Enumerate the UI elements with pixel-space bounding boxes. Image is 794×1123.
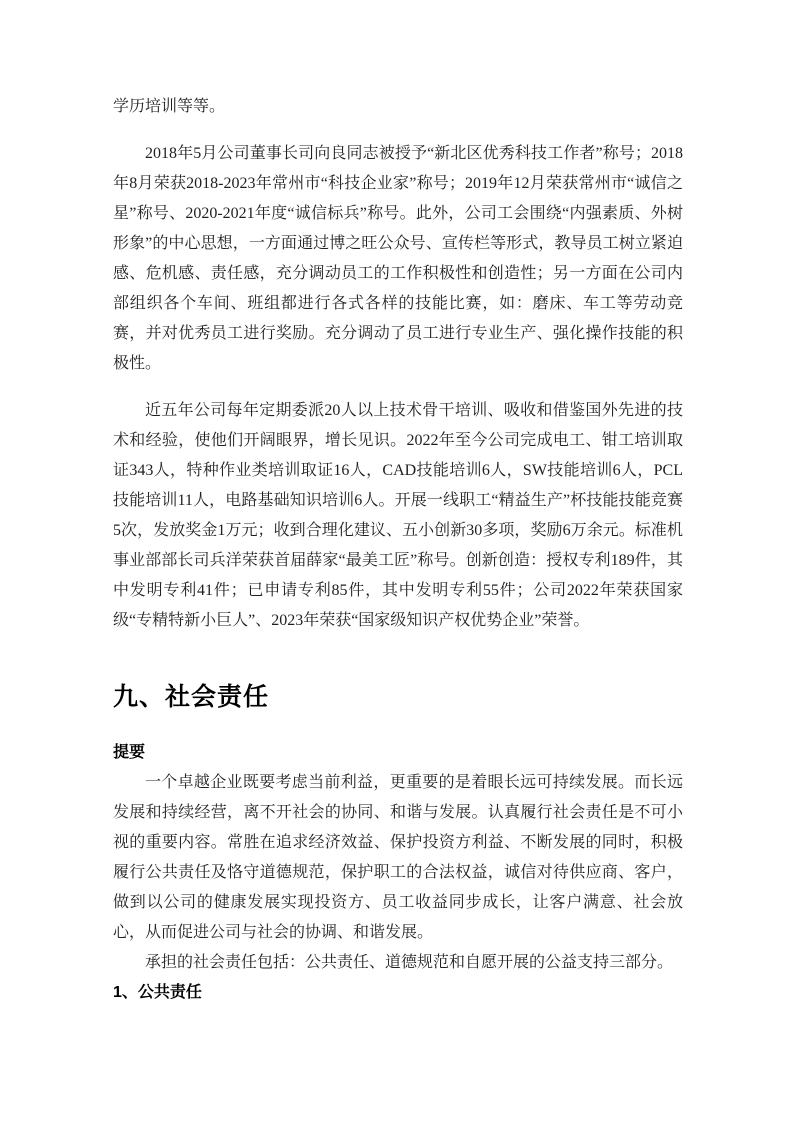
paragraph-continuation: 学历培训等等。 bbox=[113, 98, 226, 115]
paragraph-scope: 承担的社会责任包括：公共责任、道德规范和自愿开展的公益支持三部分。 bbox=[145, 954, 674, 971]
section-heading-social-responsibility: 九、社会责任 bbox=[113, 683, 270, 711]
paragraph-training: 近五年公司每年定期委派20人以上技术骨干培训、吸收和借鉴国外先进的技术和经验，使他们开阔眼界，增长见识。2022年至今公司完成电工、钳工培训取证343人，特种作业类培训取证16人，CAD技能培训6人，SW技能培训6人，PCL技能培训11人，电路基础知识培训6人。开展一线职工“精益生产”杯技能技能竞赛5次，发放奖金1万元；收到合理化建议、五小创新30多项，奖励6万余元。标准机事业部部长司兵洋荣获首届薛家“最美工匠”称号。创新创造：授权专利189件，其中发明专利41件；已申请专利85件，其中发明专利55件；公司2022年荣获国家级“专精特新小巨人”、2023年荣获“国家级知识产权优势企业”荣誉。 bbox=[113, 402, 683, 629]
subsection-heading-public-responsibility: 1、公共责任 bbox=[113, 984, 202, 1001]
paragraph-summary: 一个卓越企业既要考虑当前利益，更重要的是着眼长远可持续发展。而长远发展和持续经营，离不开社会的协同、和谐与发展。认真履行社会责任是不可小视的重要内容。常胜在追求经济效益、保护投资方利益、不断发展的同时，积极履行公共责任及恪守道德规范，保护职工的合法权益，诚信对待供应商、客户，做到以公司的健康发展实现投资方、员工收益同步成长，让客户满意、社会放心，从而促进公司与社会的协调、和谐发展。 bbox=[113, 774, 683, 941]
summary-label: 提要 bbox=[113, 744, 146, 761]
paragraph-awards: 2018年5月公司董事长司向良同志被授予“新北区优秀科技工作者”称号；2018年8月荣获2018-2023年常州市“科技企业家”称号；2019年12月荣获常州市“诚信之星”称号、2020-2021年度“诚信标兵”称号。此外，公司工会围绕“内强素质、外树形象”的中心思想，一方面通过博之旺公众号、宣传栏等形式，教导员工树立紧迫感、危机感、责任感，充分调动员工的工作积极性和创造性；另一方面在公司内部组织各个车间、班组都进行各式各样的技能比赛，如：磨床、车工等劳动竞赛，并对优秀员工进行奖励。充分调动了员工进行专业生产、强化操作技能的积极性。 bbox=[113, 145, 683, 372]
